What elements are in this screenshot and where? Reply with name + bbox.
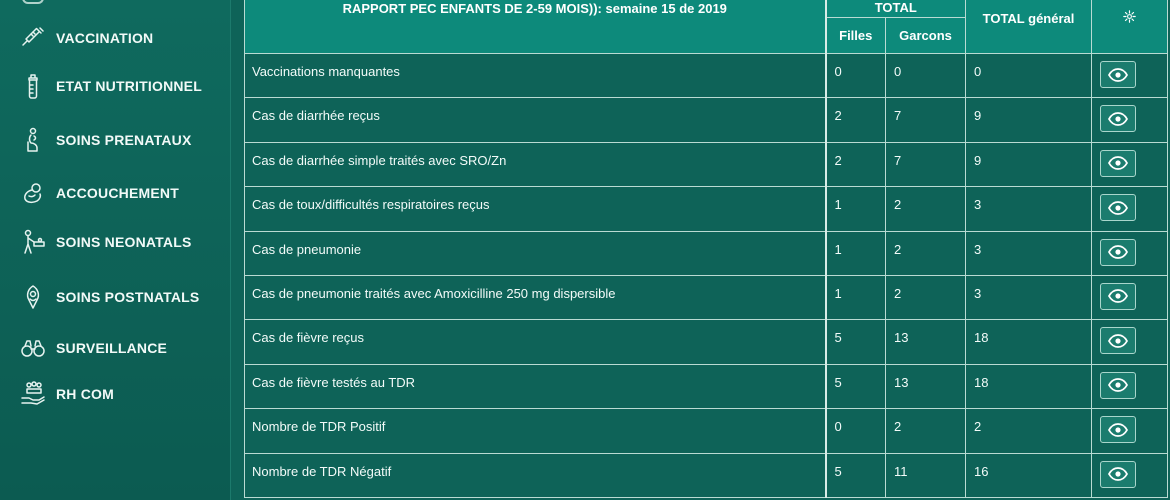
view-button[interactable] (1100, 327, 1136, 354)
row-action (1092, 231, 1168, 275)
eye-icon (1108, 467, 1128, 481)
eye-icon (1108, 378, 1128, 392)
report-table-body (245, 54, 1168, 498)
eye-icon (1108, 289, 1128, 303)
cell-garcons: 0 (886, 54, 966, 98)
sidebar-item-label: SOINS POSTNATALS (56, 289, 200, 305)
row-label: Cas de diarrhée reçus (245, 98, 826, 142)
cell-garcons: 2 (886, 187, 966, 231)
cell-total: 9 (966, 98, 1092, 142)
sidebar-item-soins-postnatals[interactable] (20, 283, 199, 311)
table-row (245, 54, 1168, 98)
table-row (245, 275, 1168, 319)
view-button[interactable] (1100, 283, 1136, 310)
sidebar-item-label: SOINS PRENATAUX (56, 132, 192, 148)
sidebar-item-surveillance[interactable] (20, 334, 167, 362)
view-button[interactable] (1100, 61, 1136, 88)
sidebar-item-accouchement[interactable] (20, 179, 179, 207)
eye-icon (1108, 156, 1128, 170)
sidebar-item-soins-prenataux[interactable] (20, 126, 192, 154)
sidebar-item-vaccination[interactable] (20, 24, 153, 52)
cell-total: 2 (966, 409, 1092, 453)
main-content (231, 0, 1170, 500)
sidebar-item-rh-com[interactable] (20, 380, 114, 408)
cell-garcons: 2 (886, 231, 966, 275)
sidebar-item-label: ACCOUCHEMENT (56, 185, 179, 201)
row-action (1092, 320, 1168, 364)
eye-icon (1108, 201, 1128, 215)
sidebar-item-label: ETAT NUTRITIONNEL (56, 78, 202, 94)
sidebar (0, 0, 231, 500)
cell-garcons: 2 (886, 275, 966, 319)
row-action (1092, 98, 1168, 142)
cell-filles: 2 (826, 98, 886, 142)
cell-filles: 1 (826, 275, 886, 319)
caregiver-icon (20, 229, 46, 255)
total-group-header (826, 0, 966, 18)
table-row (245, 142, 1168, 186)
col-header-garcons: Garcons (886, 18, 966, 54)
eye-icon (1108, 68, 1128, 82)
report-table-header (245, 0, 1168, 54)
eye-icon (1108, 423, 1128, 437)
cell-total: 3 (966, 231, 1092, 275)
cell-filles: 0 (826, 409, 886, 453)
row-label: Cas de pneumonie (245, 231, 826, 275)
cell-filles: 5 (826, 364, 886, 408)
row-action (1092, 187, 1168, 231)
row-action (1092, 453, 1168, 497)
table-row (245, 364, 1168, 408)
baby-bottle-icon (20, 73, 46, 99)
row-action (1092, 364, 1168, 408)
cell-total: 3 (966, 187, 1092, 231)
cell-filles: 1 (826, 187, 886, 231)
table-row (245, 409, 1168, 453)
cell-garcons: 7 (886, 98, 966, 142)
total-group-label: TOTAL (874, 0, 917, 15)
settings-header[interactable] (1092, 0, 1168, 54)
table-row (245, 320, 1168, 364)
view-button[interactable] (1100, 150, 1136, 177)
bike-icon (22, 0, 44, 4)
table-row (245, 187, 1168, 231)
mother-child-icon (20, 284, 46, 310)
view-button[interactable] (1100, 194, 1136, 221)
cell-total: 18 (966, 320, 1092, 364)
report-title: RAPPORT PEC ENFANTS DE 2-59 MOIS)): semaine 15 de 2019 (245, 0, 826, 54)
eye-icon (1108, 245, 1128, 259)
cell-garcons: 7 (886, 142, 966, 186)
cell-total: 18 (966, 364, 1092, 408)
cell-total: 0 (966, 54, 1092, 98)
view-button[interactable] (1100, 416, 1136, 443)
cell-filles: 5 (826, 320, 886, 364)
eye-icon (1108, 112, 1128, 126)
row-label: Vaccinations manquantes (245, 54, 826, 98)
table-row (245, 231, 1168, 275)
view-button[interactable] (1100, 461, 1136, 488)
sidebar-item-soins-neonatals[interactable] (20, 228, 192, 256)
sidebar-item-etat-nutritionnel[interactable] (20, 72, 202, 100)
row-label: Cas de diarrhée simple traités avec SRO/Zn (245, 142, 826, 186)
cell-garcons: 13 (886, 320, 966, 364)
sidebar-item-label: VACCINATION (56, 30, 154, 46)
cell-garcons: 13 (886, 364, 966, 408)
binoculars-icon (20, 335, 46, 361)
view-button[interactable] (1100, 239, 1136, 266)
cell-total: 16 (966, 453, 1092, 497)
row-label: Cas de fièvre reçus (245, 320, 826, 364)
row-action (1092, 54, 1168, 98)
gear-icon[interactable] (1123, 10, 1136, 23)
community-hand-icon (20, 381, 46, 407)
row-label: Cas de pneumonie traités avec Amoxicilline 250 mg dispersible (245, 275, 826, 319)
view-button[interactable] (1100, 372, 1136, 399)
row-label: Nombre de TDR Négatif (245, 453, 826, 497)
cell-garcons: 11 (886, 453, 966, 497)
row-action (1092, 409, 1168, 453)
cell-total: 3 (966, 275, 1092, 319)
row-label: Cas de toux/difficultés respiratoires reçus (245, 187, 826, 231)
report-table (244, 0, 1168, 498)
table-row (245, 98, 1168, 142)
view-button[interactable] (1100, 105, 1136, 132)
col-header-filles: Filles (826, 18, 886, 54)
table-row (245, 453, 1168, 497)
sidebar-item-label: SURVEILLANCE (56, 340, 168, 356)
sidebar-item-label: RH COM (56, 386, 114, 402)
row-action (1092, 142, 1168, 186)
cell-filles: 2 (826, 142, 886, 186)
cell-filles: 1 (826, 231, 886, 275)
cell-filles: 5 (826, 453, 886, 497)
cell-total: 9 (966, 142, 1092, 186)
syringe-icon (20, 25, 46, 51)
eye-icon (1108, 334, 1128, 348)
pregnant-woman-icon (20, 127, 46, 153)
cell-garcons: 2 (886, 409, 966, 453)
cell-filles: 0 (826, 54, 886, 98)
sidebar-item-label: SOINS NEONATALS (56, 234, 192, 250)
row-label: Cas de fièvre testés au TDR (245, 364, 826, 408)
row-label: Nombre de TDR Positif (245, 409, 826, 453)
total-general-header: TOTAL général (966, 0, 1092, 54)
row-action (1092, 275, 1168, 319)
newborn-icon (20, 180, 46, 206)
